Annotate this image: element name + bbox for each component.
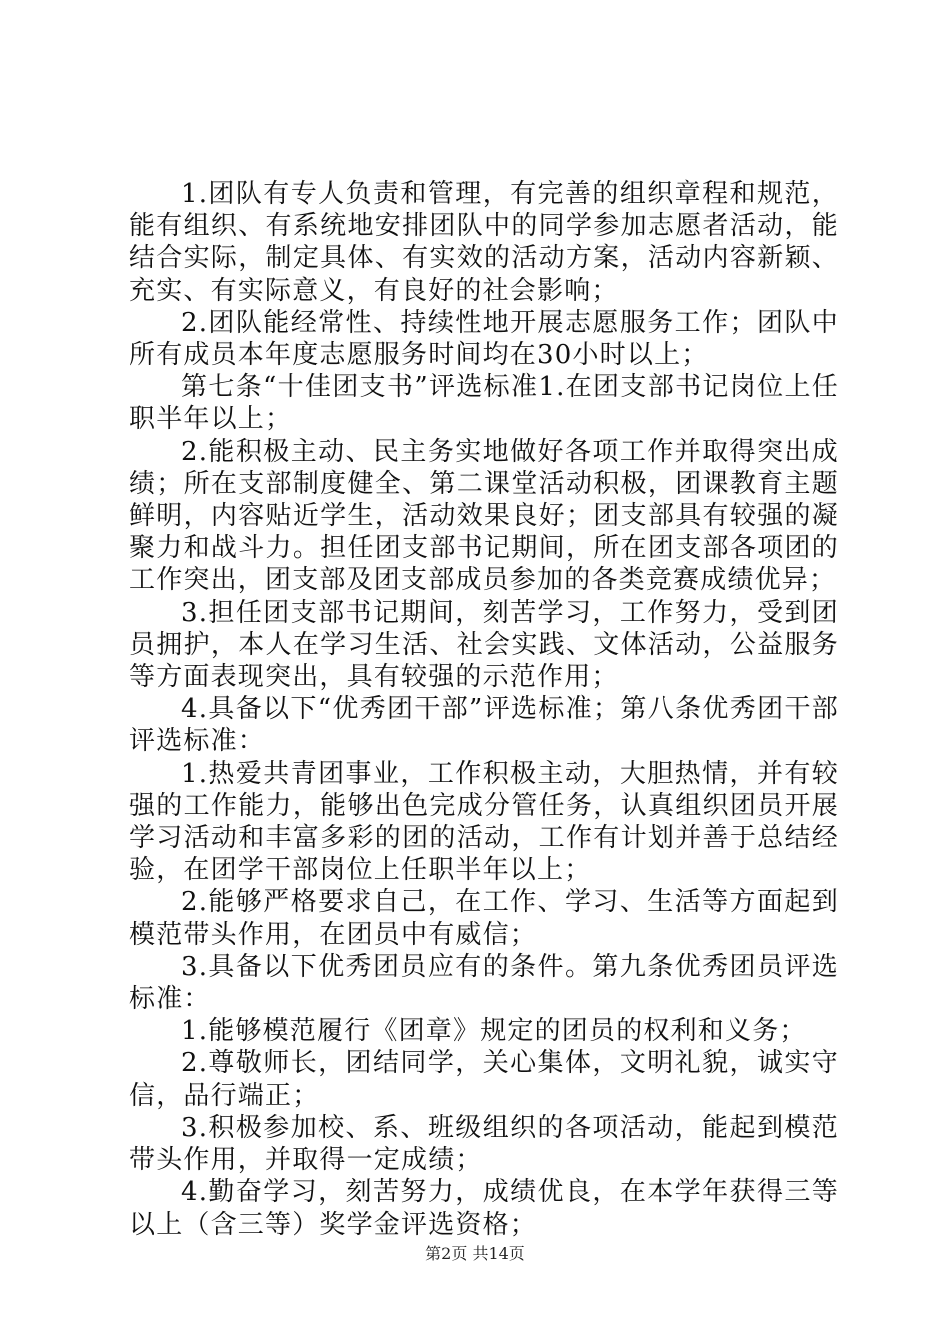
document-body — [129, 178, 839, 1241]
paragraph-9: 3.具备以下优秀团员应有的条件。第九条优秀团员评选标准： — [129, 951, 839, 1015]
paragraph-1: 1.团队有专人负责和管理，有完善的组织章程和规范，能有组织、有系统地安排团队中的同学参加志愿者活动，能结合实际，制定具体、有实效的活动方案，活动内容新颖、充实、有实际意义，有良好的社会影响； — [129, 179, 839, 306]
paragraph-2: 2.团队能经常性、持续性地开展志愿服务工作；团队中所有成员本年度志愿服务时间均在30小时以上； — [129, 307, 839, 371]
paragraph-11: 2.尊敬师长，团结同学，关心集体，文明礼貌，诚实守信，品行端正； — [129, 1048, 839, 1111]
paragraph-6: 4.具备以下“优秀团干部”评选标准；第八条优秀团干部评选标准： — [129, 694, 839, 757]
paragraph-13: 4.勤奋学习，刻苦努力，成绩优良，在本学年获得三等以上（含三等）奖学金评选资格； — [129, 1177, 839, 1240]
paragraph-3: 第七条“十佳团支书”评选标准1.在团支部书记岗位上任职半年以上； — [129, 372, 839, 435]
paragraph-5: 3.担任团支部书记期间，刻苦学习，工作努力，受到团员拥护，本人在学习生活、社会实践、文体活动，公益服务等方面表现突出，具有较强的示范作用； — [129, 597, 839, 693]
paragraph-4: 2.能积极主动、民主务实地做好各项工作并取得突出成绩；所在支部制度健全、第二课堂活动积极，团课教育主题鲜明，内容贴近学生，活动效果良好；团支部具有较强的凝聚力和战斗力。担任团支部书记期间，所在团支部各项团的工作突出，团支部及团支部成员参加的各类竞赛成绩优异； — [129, 436, 839, 596]
paragraph-8: 2.能够严格要求自己，在工作、学习、生活等方面起到模范带头作用，在团员中有威信； — [129, 887, 839, 950]
paragraph-12: 3.积极参加校、系、班级组织的各项活动，能起到模范带头作用，并取得一定成绩； — [129, 1112, 839, 1176]
paragraph-10: 1.能够模范履行《团章》规定的团员的权利和义务； — [181, 1016, 807, 1047]
paragraph-7: 1.热爱共青团事业，工作积极主动，大胆热情，并有较强的工作能力，能够出色完成分管任务，认真组织团员开展学习活动和丰富多彩的团的活动，工作有计划并善于总结经验，在团学干部岗位上任职半年以上； — [129, 758, 839, 886]
page-number-footer: 第2页 共14页 — [425, 1244, 525, 1263]
